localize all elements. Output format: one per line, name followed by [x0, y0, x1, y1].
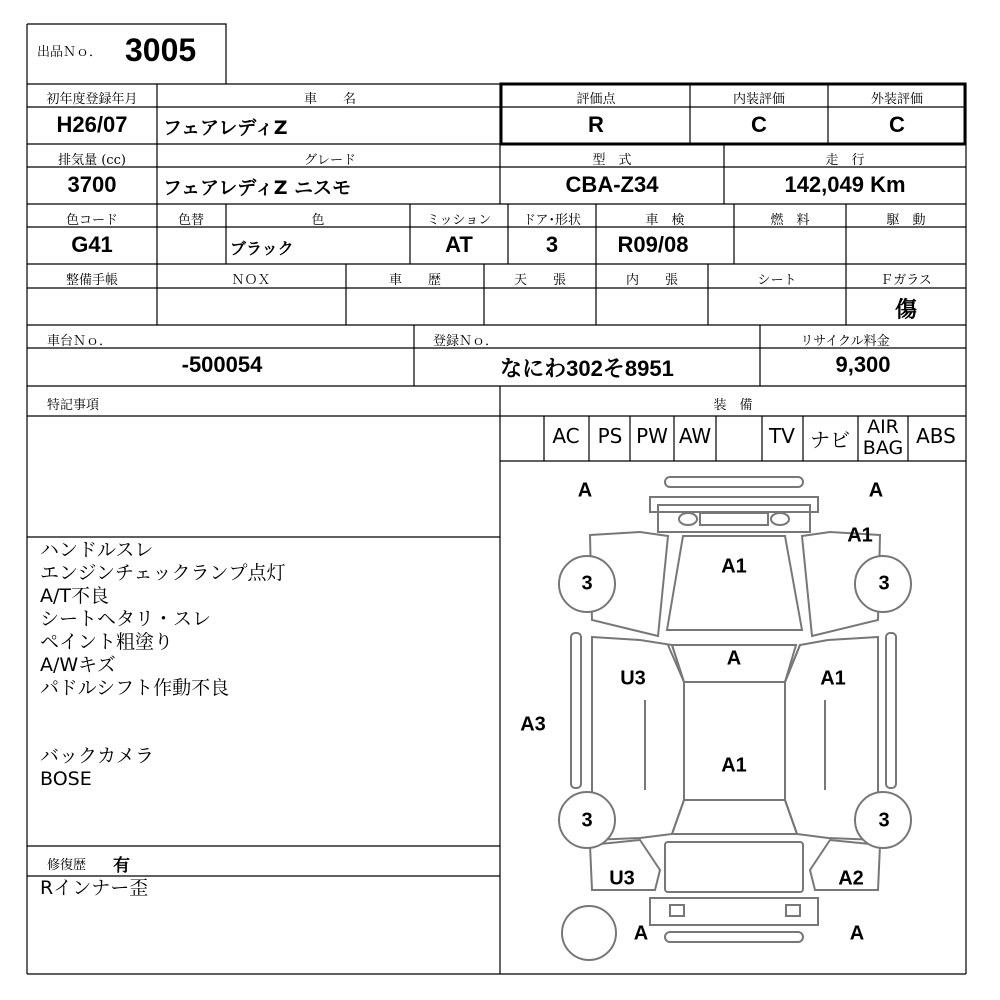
condition-mark: A	[868, 479, 884, 502]
condition-mark: 3	[878, 809, 890, 832]
first-registration-value: H26/07	[56, 112, 128, 137]
vehicle-history-label: 車 歴	[388, 273, 442, 288]
lot-label: 出品Ｎｏ．	[37, 45, 103, 60]
note-line: ペイント粗塗り	[40, 631, 174, 653]
color-value: ブラック	[230, 239, 294, 258]
transmission-value: AT	[445, 232, 473, 257]
note-line: A/T不良	[40, 585, 110, 607]
front-glass-value: 傷	[894, 297, 918, 322]
displacement-value: 3700	[67, 172, 117, 197]
car-name-label: 車 名	[303, 92, 357, 107]
color-label: 色	[311, 213, 325, 228]
equipment-item-airbag: AIR BAG	[862, 416, 904, 459]
condition-mark: A3	[520, 713, 546, 736]
door-value: 3	[545, 232, 559, 257]
roof-lining-label: 天 張	[513, 273, 567, 288]
condition-mark: A	[633, 922, 649, 945]
equipment-item-aw: AW	[678, 424, 712, 448]
notes-label: 特記事項	[47, 398, 100, 413]
condition-mark: 3	[878, 572, 890, 595]
model-code-label: 型 式	[592, 153, 632, 168]
equipment-item-ac: AC	[552, 424, 580, 448]
plate-number-label: 登録Ｎｏ．	[433, 334, 499, 349]
repair-detail: Rインナー歪	[40, 877, 149, 899]
interior-lining-label: 内 張	[625, 273, 679, 288]
seat-label: シート	[757, 273, 797, 288]
condition-mark: 3	[581, 572, 593, 595]
condition-mark: U3	[609, 867, 635, 890]
model-code-value: CBA-Z34	[565, 172, 659, 197]
equipment-item-navi: ナビ	[810, 428, 850, 452]
equipment-item-pw: PW	[636, 424, 668, 448]
fuel-label: 燃 料	[770, 213, 810, 228]
inspection-label: 車 検	[645, 213, 685, 228]
front-emblem-icon	[679, 513, 697, 525]
equipment-item-abs: ABS	[916, 424, 956, 448]
note-line: エンジンチェックランプ点灯	[40, 562, 286, 584]
grade-label: グレード	[303, 153, 357, 168]
exterior-grade-value: C	[889, 112, 905, 137]
interior-grade-value: C	[751, 112, 767, 137]
maintenance-book-label: 整備手帳	[65, 273, 119, 288]
lot-number: 3005	[125, 32, 197, 68]
equipment-label: 装 備	[713, 398, 753, 413]
condition-mark: A	[577, 479, 593, 502]
grade-value: フェアレディZ ニスモ	[163, 177, 352, 199]
equipment-item-ps: PS	[597, 424, 623, 448]
condition-mark: A1	[721, 555, 747, 578]
note-line: パドルシフト作動不良	[40, 677, 230, 699]
inspection-value: R09/08	[617, 232, 689, 257]
mileage-label: 走 行	[825, 153, 865, 168]
exterior-grade-label: 外装評価	[870, 92, 924, 107]
spare-tire-icon	[562, 906, 616, 960]
score-label: 評価点	[576, 92, 616, 107]
transmission-label: ミッション	[426, 213, 492, 228]
car-name-value: フェアレディZ	[163, 117, 288, 139]
note-line: シートヘタリ・スレ	[40, 608, 212, 630]
chassis-number-value: -500054	[181, 352, 263, 377]
color-code-value: G41	[71, 232, 113, 257]
repair-history-label: 修復歴	[47, 858, 87, 873]
nox-label: ＮＯＸ	[231, 273, 271, 288]
displacement-label: 排気量 (cc)	[58, 153, 126, 168]
note-line: ハンドルスレ	[40, 539, 154, 561]
first-registration-label: 初年度登録年月	[46, 92, 138, 107]
condition-mark: 3	[581, 809, 593, 832]
repair-history-value: 有	[113, 856, 130, 876]
note-line: バックカメラ	[40, 745, 155, 767]
condition-mark: A	[726, 647, 742, 670]
note-line: BOSE	[40, 768, 92, 790]
drive-label: 駆 動	[886, 213, 926, 228]
note-line: A/Wキズ	[40, 654, 116, 676]
front-glass-label: Ｆガラス	[880, 273, 932, 288]
recycle-fee-label: リサイクル料金	[800, 334, 890, 349]
condition-mark: A1	[847, 524, 873, 547]
condition-mark: A	[849, 922, 865, 945]
condition-mark: A2	[838, 867, 864, 890]
door-label: ドア･形状	[522, 213, 582, 228]
mileage-value: 142,049 Km	[784, 172, 906, 197]
color-code-label: 色コード	[65, 213, 119, 228]
condition-mark: A1	[721, 754, 747, 777]
condition-mark: A1	[820, 667, 846, 690]
score-value: R	[588, 112, 604, 137]
equipment-item-tv: TV	[769, 424, 795, 448]
recycle-fee-value: 9,300	[835, 352, 891, 377]
condition-mark: U3	[620, 667, 646, 690]
interior-grade-label: 内装評価	[732, 92, 786, 107]
chassis-number-label: 車台Ｎｏ．	[47, 334, 113, 349]
plate-number-value: なにわ302そ8951	[500, 356, 674, 381]
repaint-label: 色替	[177, 213, 205, 228]
